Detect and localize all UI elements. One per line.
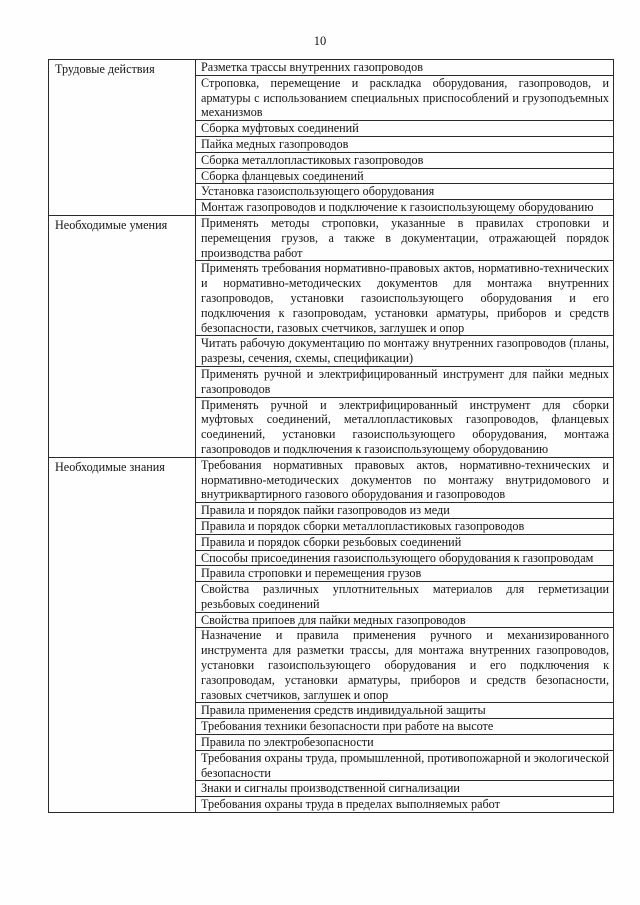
section-item: Читать рабочую документацию по монтажу внутренних газопроводов (планы, разрезы, сечения, схемы, спецификации) [196, 336, 614, 367]
section-item: Строповка, перемещение и раскладка оборудования, газопроводов, и арматуры с использованием специальных приспособлений и грузоподъемных механизмов [196, 75, 614, 120]
section-item: Правила и порядок сборки резьбовых соединений [196, 534, 614, 550]
section-item: Правила и порядок пайки газопроводов из меди [196, 503, 614, 519]
section-item: Правила по электробезопасности [196, 735, 614, 751]
section-item: Требования нормативных правовых актов, нормативно-технических и нормативно-методических документов по монтажу внутридомового и внутриквартирного газового оборудования и газопроводов [196, 457, 614, 502]
table-row [49, 457, 614, 502]
section-item: Требования техники безопасности при работе на высоте [196, 719, 614, 735]
table-row [49, 215, 614, 260]
section-item: Монтаж газопроводов и подключение к газоиспользующему оборудованию [196, 200, 614, 216]
section-item: Разметка трассы внутренних газопроводов [196, 60, 614, 76]
section-item: Требования охраны труда, промышленной, противопожарной и экологической безопасности [196, 750, 614, 781]
section-item: Назначение и правила применения ручного и механизированного инструмента для разметки трассы, для монтажа внутренних газопроводов, установки газоиспользующего оборудования и его подключения к газопроводам, установки арматуры, приборов и средств безопасности, газовых счетчиков, заглушек и опор [196, 628, 614, 703]
section-item: Свойства различных уплотнительных материалов для герметизации резьбовых соединений [196, 582, 614, 613]
section-item: Сборка металлопластиковых газопроводов [196, 152, 614, 168]
section-item: Правила строповки и перемещения грузов [196, 566, 614, 582]
section-label: Необходимые знания [49, 457, 196, 812]
section-item: Правила и порядок сборки металлопластиковых газопроводов [196, 518, 614, 534]
section-label: Необходимые умения [49, 215, 196, 457]
requirements-table [48, 59, 614, 813]
section-item: Применять ручной и электрифицированный инструмент для сборки муфтовых соединений, металлопластиковых газопроводов, фланцевых соединений, установки газоиспользующего оборудования, монтажа газопроводов и подключения к газоиспользующему оборудованию [196, 397, 614, 457]
section-item: Требования охраны труда в пределах выполняемых работ [196, 797, 614, 813]
section-item: Пайка медных газопроводов [196, 136, 614, 152]
table-body [49, 60, 614, 813]
section-item: Применять требования нормативно-правовых актов, нормативно-технических и нормативно-методических документов для монтажа внутренних газопроводов, установки газоиспользующего оборудования и его подключения к газопроводам, установки арматуры, приборов и средств безопасности, газовых счетчиков, заглушек и опор [196, 261, 614, 336]
section-item: Способы присоединения газоиспользующего оборудования к газопроводам [196, 550, 614, 566]
section-item: Сборка фланцевых соединений [196, 168, 614, 184]
section-item: Сборка муфтовых соединений [196, 121, 614, 137]
section-item: Применять ручной и электрифицированный инструмент для пайки медных газопроводов [196, 366, 614, 397]
section-item: Знаки и сигналы производственной сигнализации [196, 781, 614, 797]
section-item: Установка газоиспользующего оборудования [196, 184, 614, 200]
section-item: Свойства припоев для пайки медных газопроводов [196, 612, 614, 628]
page-number: 10 [313, 34, 327, 48]
section-item: Правила применения средств индивидуальной защиты [196, 703, 614, 719]
section-label: Трудовые действия [49, 60, 196, 216]
table-row [49, 60, 614, 76]
section-item: Применять методы строповки, указанные в правилах строповки и перемещения грузов, а также в документации, отражающей порядок производства работ [196, 215, 614, 260]
